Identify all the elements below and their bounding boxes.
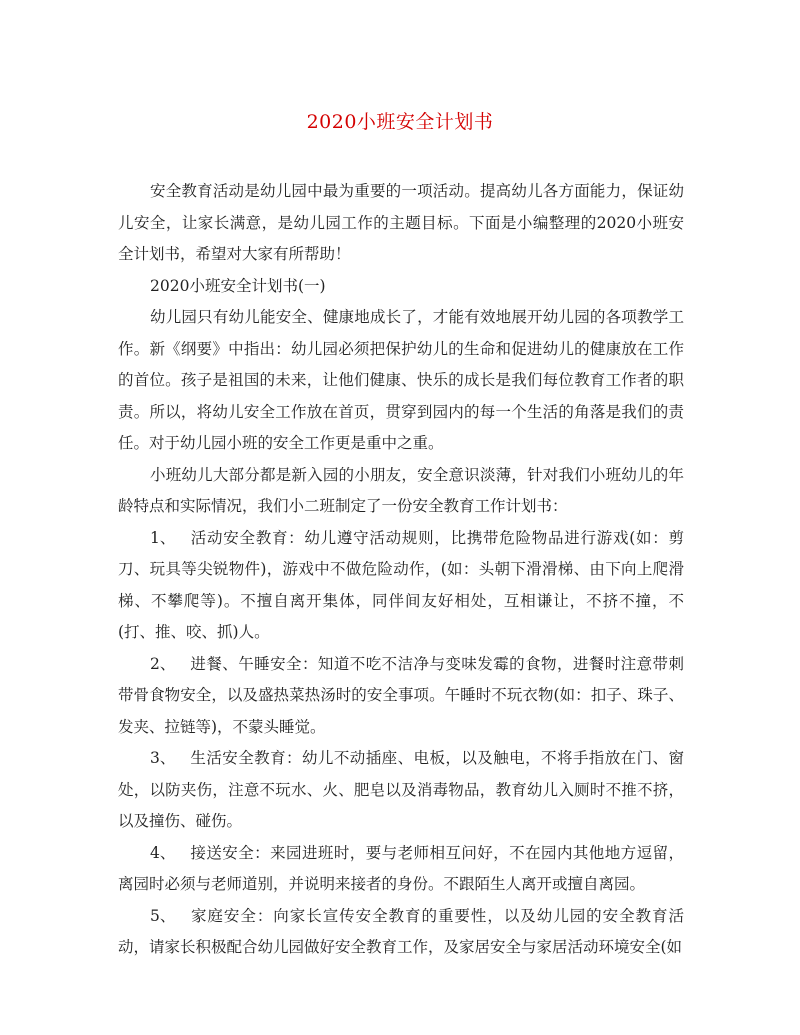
list-item-text: 生活安全教育：幼儿不动插座、电板，以及触电，不将手指放在门、窗处，以防夹伤，注意不玩水、火、肥皂以及消毒物品，教育幼儿入厕时不推不挤，以及撞伤、碰伤。 bbox=[118, 749, 684, 830]
document-title: 2020小班安全计划书 bbox=[306, 111, 494, 133]
list-item-number: 3、 bbox=[150, 749, 176, 767]
list-item-2 bbox=[118, 649, 684, 744]
intro-paragraph: 安全教育活动是幼儿园中最为重要的一项活动。提高幼儿各方面能力，保证幼儿安全，让家长满意，是幼儿园工作的主题目标。下面是小编整理的2020小班安全计划书，希望对大家有所帮助！ bbox=[118, 182, 684, 263]
body-paragraph-2: 小班幼儿大部分都是新入园的小朋友，安全意识淡薄，针对我们小班幼儿的年龄特点和实际情况，我们小二班制定了一份安全教育工作计划书： bbox=[118, 465, 684, 515]
list-item-text: 接送安全：来园进班时，要与老师相互问好，不在园内其他地方逗留，离园时必须与老师道别，并说明来接者的身份。不跟陌生人离开或擅自离园。 bbox=[118, 843, 684, 893]
list-item-3 bbox=[118, 743, 684, 838]
list-item-text: 活动安全教育：幼儿遵守活动规则，比携带危险物品进行游戏(如：剪刀、玩具等尖锐物件)，游戏中不做危险动作，(如：头朝下滑滑梯、由下向上爬滑梯、不攀爬等)。不擅自离开集体，同伴间友好相处，互相谦让，不挤不撞，不(打、推、咬、抓)人。 bbox=[118, 528, 684, 641]
list-item-text: 进餐、午睡安全：知道不吃不洁净与变味发霉的食物，进餐时注意带刺带骨食物安全，以及盛热菜热汤时的安全事项。午睡时不玩衣物(如：扣子、珠子、发夹、拉链等)，不蒙头睡觉。 bbox=[118, 654, 684, 736]
list-item-number: 5、 bbox=[150, 906, 176, 925]
list-item-number: 2、 bbox=[150, 654, 176, 673]
list-item-4 bbox=[118, 838, 684, 901]
list-item-1 bbox=[118, 523, 684, 649]
body-paragraph-1: 幼儿园只有幼儿能安全、健康地成长了，才能有效地展开幼儿园的各项教学工作。新《纲要》中指出：幼儿园必须把保护幼儿的生命和促进幼儿的健康放在工作的首位。孩子是祖国的未来，让他们健康、快乐的成长是我们每位教育工作者的职责。所以，将幼儿安全工作放在首页，贯穿到园内的每一个生活的角落是我们的责任。对于幼儿园小班的安全工作更是重中之重。 bbox=[118, 308, 684, 452]
section-title: 2020小班安全计划书(一) bbox=[150, 276, 326, 295]
list-item-5 bbox=[118, 901, 684, 964]
document-body bbox=[118, 176, 684, 964]
list-item-number: 4、 bbox=[150, 843, 176, 862]
list-item-text: 家庭安全：向家长宣传安全教育的重要性，以及幼儿园的安全教育活动，请家长积极配合幼儿园做好安全教育工作，及家居安全与家居活动环境安全(如 bbox=[118, 906, 684, 956]
list-item-number: 1、 bbox=[150, 528, 176, 547]
